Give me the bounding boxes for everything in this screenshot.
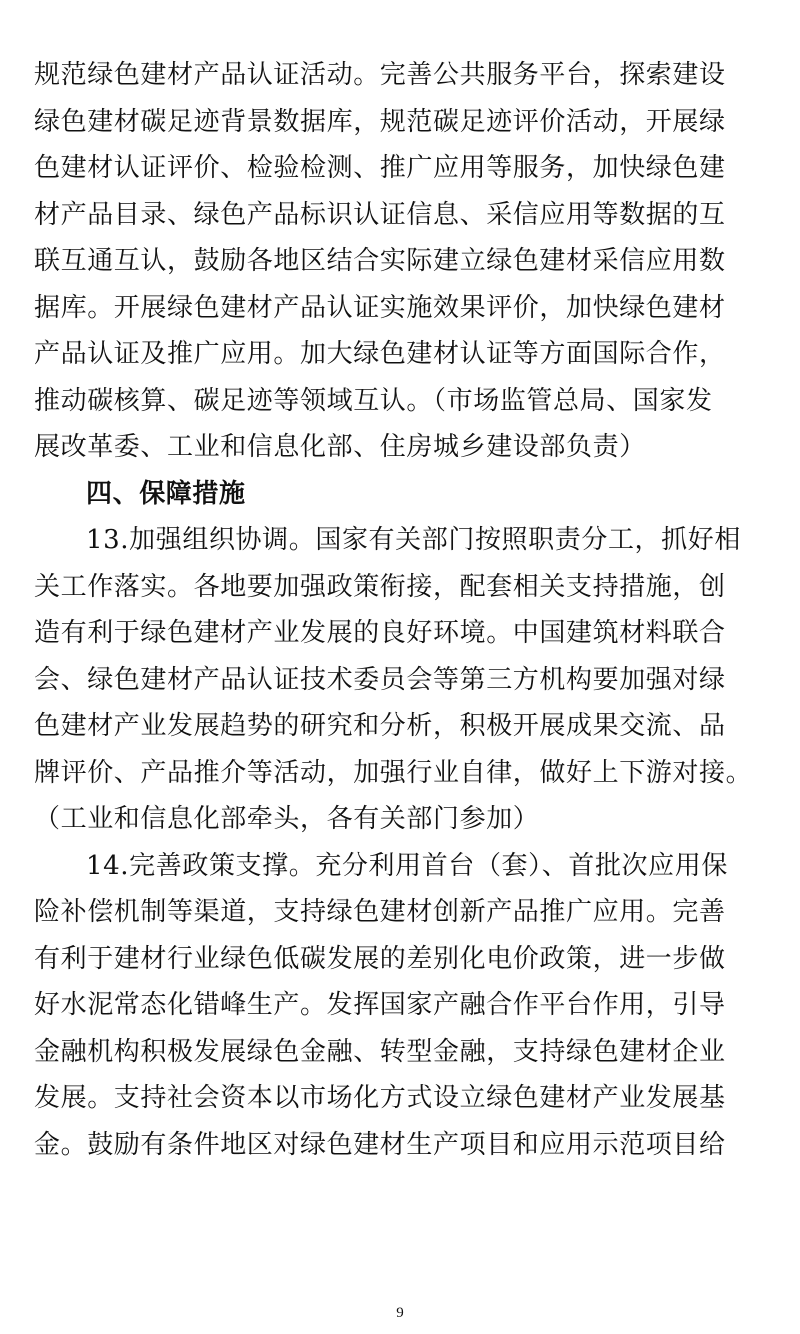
text-line: 险补偿机制等渠道，支持绿色建材创新产品推广应用。完善 [34, 897, 726, 927]
text-line: 材产品目录、绿色产品标识认证信息、采信应用等数据的互 [34, 199, 726, 230]
section-14-first-line: 14.完善政策支撑。充分利用首台（套）、首批次应用保 [86, 850, 728, 881]
text-line: 据库。开展绿色建材产品认证实施效果评价，加快绿色建材 [34, 292, 726, 323]
text-line: 推动碳核算、碳足迹等领域互认。（市场监管总局、国家发 [34, 385, 713, 416]
body-text [34, 52, 774, 1168]
text-line: 造有利于绿色建材产业发展的良好环境。中国建筑材料联合 [34, 618, 726, 648]
text-line: 关工作落实。各地要加强政策衔接，配套相关支持措施，创 [34, 571, 726, 602]
text-line: 金。鼓励有条件地区对绿色建材生产项目和应用示范项目给 [34, 1129, 726, 1160]
text-line: 发展。支持社会资本以市场化方式设立绿色建材产业发展基 [34, 1083, 726, 1113]
section-13-first-line: 13.加强组织协调。国家有关部门按照职责分工，抓好相 [86, 525, 741, 555]
section-heading: 四、保障措施 [86, 478, 246, 509]
page-number: 9 [396, 1305, 404, 1321]
text-line: 联互通互认，鼓励各地区结合实际建立绿色建材采信应用数 [34, 246, 726, 276]
text-line: 金融机构积极发展绿色金融、转型金融，支持绿色建材企业 [34, 1036, 726, 1067]
text-line: 有利于建材行业绿色低碳发展的差别化电价政策，进一步做 [34, 943, 726, 974]
text-line: 牌评价、产品推介等活动，加强行业自律，做好上下游对接。 [34, 757, 753, 788]
text-line: 色建材认证评价、检验检测、推广应用等服务，加快绿色建 [34, 153, 726, 183]
text-line: （工业和信息化部牵头，各有关部门参加） [34, 804, 540, 834]
text-line: 规范绿色建材产品认证活动。完善公共服务平台，探索建设 [34, 60, 726, 90]
text-line: 好水泥常态化错峰生产。发挥国家产融合作平台作用，引导 [34, 990, 726, 1020]
text-line: 绿色建材碳足迹背景数据库，规范碳足迹评价活动，开展绿 [34, 106, 726, 137]
text-line: 会、绿色建材产品认证技术委员会等第三方机构要加强对绿 [34, 664, 726, 695]
text-line: 展改革委、工业和信息化部、住房城乡建设部负责） [34, 432, 646, 462]
text-line: 产品认证及推广应用。加大绿色建材认证等方面国际合作， [34, 339, 726, 369]
text-line: 色建材产业发展趋势的研究和分析，积极开展成果交流、品 [34, 711, 726, 741]
